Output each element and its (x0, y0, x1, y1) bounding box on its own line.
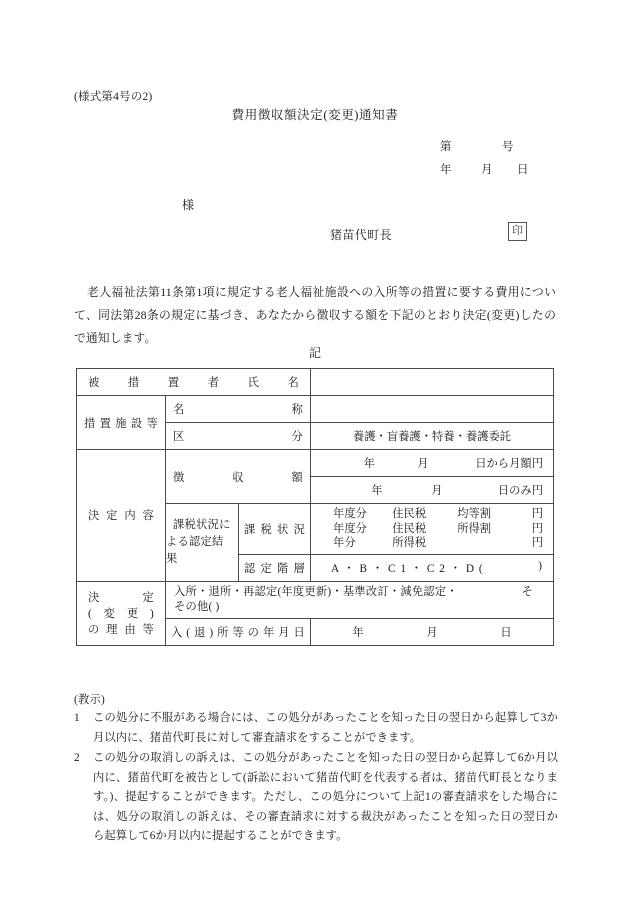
instruction-2-text: この処分の取消しの訴えは、この処分があったことを知った日の翌日から起算して6か月以内に、猪苗代町を被告として(訴訟において猪苗代町を代表する者は、猪苗代町長となります。)、提起することができます。ただし、この処分について上記1の審査請求をした場合には、処分の取消しの訴えは、その審査請求に対する裁決があったことを知った日の翌日から起算して6か月以内に提起することができます。 (93, 752, 558, 842)
decision-table (76, 368, 554, 646)
collection-2-month-label: 月 (431, 485, 443, 497)
decision-content-label-cell (77, 450, 166, 582)
tier-label: 認定階層 (244, 562, 306, 575)
tax-result-label-cell (166, 504, 239, 582)
recipient-name-label-cell (77, 369, 311, 396)
tax-lines (311, 504, 553, 554)
document-date-line (440, 161, 570, 177)
facility-type-value-cell[interactable]: 養護・盲養護・特養・養護委託 (311, 423, 554, 450)
facility-name-label: 名称 (173, 404, 304, 416)
instructions-title: (教示) (74, 694, 105, 706)
collection-amount-row-1 (311, 455, 553, 471)
collection-1-month-label: 月 (417, 458, 429, 470)
collection-1-monthly-label: 月額 (509, 458, 532, 470)
table-row-facility-name (77, 396, 554, 423)
tier-value-cell[interactable] (311, 554, 554, 581)
tax-2-part-label: 所得割 (457, 522, 492, 535)
ki-mark: 記 (308, 346, 321, 360)
tier-options: A ・ B ・ C 1 ・ C 2 ・ D ( (331, 562, 484, 575)
collection-1-day-label: 日から (475, 458, 510, 470)
collection-2-day-label: 日のみ (497, 485, 532, 497)
tax-status-label-cell (239, 504, 311, 555)
tax-1-kind-label: 住民税 (392, 508, 427, 520)
collection-amount-label-cell (166, 450, 311, 504)
document-number-line (440, 138, 560, 154)
table-row-recipient-name (77, 369, 554, 396)
instruction-item-1 (74, 709, 558, 748)
reason-options (166, 582, 553, 618)
instructions-section (74, 691, 558, 847)
recipient-name-label: 被措置者氏名 (88, 377, 300, 389)
admission-date-fields (311, 624, 553, 640)
collection-amount-label: 徴収額 (173, 471, 304, 484)
decision-content-label: 決定内容 (88, 510, 154, 523)
reason-options-line-2: その他( ) (174, 600, 220, 613)
collection-1-currency-label: 円 (531, 458, 544, 470)
reason-options-cell[interactable] (166, 581, 554, 618)
collection-2-currency-label: 円 (531, 485, 544, 497)
reason-label-line-1: 決定 (88, 592, 154, 604)
addressee-suffix: 様 (182, 198, 195, 212)
admission-date-value-cell[interactable] (311, 618, 554, 645)
tax-result-label: 課税状況による認定結果 (166, 518, 231, 565)
facility-label-cell (77, 396, 166, 450)
facility-name-label-cell (166, 396, 311, 423)
facility-label: 措置施設等 (84, 417, 158, 430)
tax-3-year-label: 年分 (333, 537, 356, 549)
tax-line-2 (311, 522, 543, 537)
admission-date-year-label: 年 (352, 626, 364, 639)
collection-1-year-label: 年 (363, 458, 375, 470)
number-suffix-label: 号 (502, 141, 514, 153)
admission-date-label: 入(退)所等の年月日 (171, 626, 306, 639)
reason-label-line-2: (変更) (88, 608, 154, 620)
tax-1-year-label: 年度分 (333, 508, 367, 520)
admission-date-label-cell (166, 618, 311, 645)
tax-1-currency-label: 円 (531, 508, 543, 520)
instruction-item-2 (74, 749, 558, 847)
reason-label-line-3: の理由等 (88, 624, 154, 636)
admission-date-day-label: 日 (500, 626, 512, 639)
tax-2-kind-label: 住民税 (392, 522, 427, 535)
table-row-collection-amount-1 (77, 450, 554, 477)
tax-3-kind-label: 所得税 (392, 537, 427, 549)
recipient-name-value-cell[interactable] (311, 369, 554, 396)
page-title: 費用徴収額決定(変更)通知書 (231, 108, 399, 122)
issuer-name: 猪苗代町長 (330, 228, 393, 242)
tax-1-part-label: 均等割 (457, 508, 492, 520)
collection-2-year-label: 年 (371, 485, 383, 497)
tax-2-year-label: 年度分 (333, 522, 367, 535)
tax-2-currency-label: 円 (531, 522, 543, 535)
facility-name-value-cell[interactable] (311, 396, 554, 423)
issuer-row (330, 226, 560, 246)
tax-status-label: 課税状況 (244, 523, 306, 536)
tier-options-row (311, 560, 553, 576)
tier-options-close: ) (538, 559, 544, 572)
admission-date-month-label: 月 (426, 626, 438, 639)
date-day-label: 日 (517, 164, 529, 176)
seal-icon: 印 (508, 222, 527, 241)
tax-status-value-cell[interactable] (311, 504, 554, 555)
body-paragraph: 老人福祉法第11条第1項に規定する老人福祉施設への入所等の措置に要する費用について、同法第28条の規定に基づき、あなたから徴収する額を下記のとおり決定(変更)したので通知します。 (74, 285, 556, 345)
tax-line-3 (311, 536, 543, 551)
reason-options-sono: そ (521, 585, 534, 598)
collection-amount-row-1-cell[interactable] (311, 450, 554, 477)
date-month-label: 月 (481, 164, 493, 176)
table-row-reason (77, 581, 554, 618)
form-code: (様式第4号の2) (74, 91, 153, 103)
date-year-label: 年 (440, 164, 452, 176)
facility-type-label: 区分 (173, 431, 304, 443)
facility-type-label-cell (166, 423, 311, 450)
instruction-2-number: 2 (74, 752, 80, 764)
collection-amount-row-2-cell[interactable] (311, 477, 554, 504)
tax-3-currency-label: 円 (531, 537, 543, 549)
instruction-1-number: 1 (74, 712, 80, 724)
tier-label-cell (239, 554, 311, 581)
tax-3-part-label (457, 536, 532, 551)
reason-label-cell (77, 581, 166, 645)
reason-options-line-1 (174, 585, 547, 600)
instruction-1-text: この処分に不服がある場合には、この処分があったことを知った日の翌日から起算して3か月以内に、猪苗代町長に対して審査請求をすることができます。 (93, 712, 558, 744)
collection-amount-row-2 (311, 482, 553, 498)
number-prefix-label: 第 (440, 141, 452, 153)
tax-line-1 (311, 507, 543, 522)
reason-options-main: 入所・退所・再認定(年度更新)・基準改訂・減免認定・ (174, 585, 458, 598)
